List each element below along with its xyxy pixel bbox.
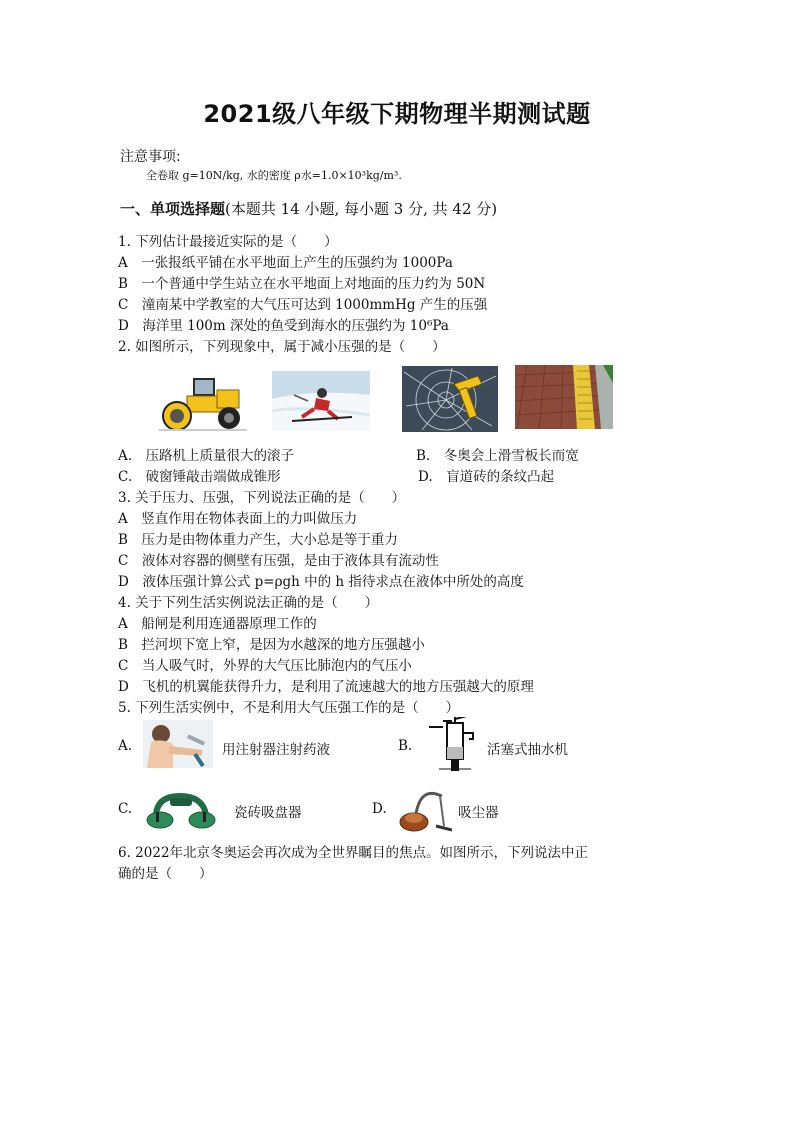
- road-roller-image: [157, 370, 249, 432]
- q5-stem: 5. 下列生活实例中，不是利用大气压强工作的是（ ）: [118, 700, 460, 716]
- skier-image: [272, 371, 370, 431]
- q5-option-a-letter: A.: [118, 738, 133, 754]
- q5-option-b-letter: B.: [398, 738, 413, 754]
- q1-option-d: D 海洋里 100m 深处的鱼受到海水的压强约为 10⁶Pa: [118, 318, 449, 334]
- q3-option-b: B 压力是由物体重力产生，大小总是等于重力: [118, 532, 398, 548]
- q5-option-c-text: 瓷砖吸盘器: [234, 805, 302, 821]
- q4-option-a: A 船闸是利用连通器原理工作的: [118, 616, 317, 632]
- water-pump-image: [425, 717, 477, 773]
- q1-option-b: B 一个普通中学生站立在水平地面上对地面的压力约为 50N: [118, 276, 486, 292]
- notes-text: 全卷取 g=10N/kg, 水的密度 ρ水=1.0×10³kg/m³.: [146, 169, 402, 182]
- q5-option-c-letter: C.: [118, 801, 133, 817]
- section-title: 一、单项选择题: [120, 200, 226, 218]
- q5-option-d-text: 吸尘器: [458, 805, 499, 821]
- injection-image: [143, 720, 213, 768]
- q2-option-c: C. 破窗锤敲击端做成锥形: [118, 469, 281, 485]
- q6-stem-line2: 确的是（ ）: [118, 866, 213, 882]
- q3-option-d: D 液体压强计算公式 p=ρgh 中的 h 指待求点在液体中所处的高度: [118, 574, 524, 590]
- q1-option-a: A 一张报纸平铺在水平地面上产生的压强约为 1000Pa: [118, 255, 453, 271]
- q4-option-b: B 拦河坝下宽上窄，是因为水越深的地方压强越小: [118, 637, 425, 653]
- q4-option-c: C 当人吸气时，外界的大气压比肺泡内的气压小: [118, 658, 412, 674]
- window-breaker-image: [402, 366, 498, 432]
- q1-stem: 1. 下列估计最接近实际的是（ ）: [118, 234, 338, 250]
- q3-option-a: A 竖直作用在物体表面上的力叫做压力: [118, 511, 358, 527]
- q4-option-d: D 飞机的机翼能获得升力，是利用了流速越大的地方压强越大的原理: [118, 679, 534, 695]
- notes-heading: 注意事项:: [120, 149, 181, 165]
- q1-option-c: C 潼南某中学教室的大气压可达到 1000mmHg 产生的压强: [118, 297, 488, 313]
- q5-option-b-text: 活塞式抽水机: [487, 742, 568, 758]
- tactile-paving-image: [515, 365, 613, 429]
- suction-cup-image: [146, 786, 216, 830]
- page-title: 2021级八年级下期物理半期测试题: [203, 100, 591, 128]
- section-heading: [120, 198, 497, 219]
- q2-option-d: D. 盲道砖的条纹凸起: [418, 469, 555, 485]
- q5-option-d-letter: D.: [372, 801, 387, 817]
- q2-option-b: B. 冬奥会上滑雪板长而宽: [416, 448, 579, 464]
- q4-stem: 4. 关于下列生活实例说法正确的是（ ）: [118, 595, 379, 611]
- q2-stem: 2. 如图所示，下列现象中，属于减小压强的是（ ）: [118, 339, 446, 355]
- q2-option-a: A. 压路机上质量很大的滚子: [118, 448, 295, 464]
- vacuum-cleaner-image: [396, 784, 452, 834]
- q3-option-c: C 液体对容器的侧壁有压强，是由于液体具有流动性: [118, 553, 439, 569]
- q6-stem-line1: 6. 2022年北京冬奥运会再次成为全世界瞩目的焦点。如图所示，下列说法中正: [118, 845, 589, 861]
- q5-option-a-text: 用注射器注射药液: [222, 742, 330, 758]
- section-detail: (本题共 14 小题, 每小题 3 分, 共 42 分): [225, 200, 498, 218]
- q3-stem: 3. 关于压力、压强，下列说法正确的是（ ）: [118, 490, 406, 506]
